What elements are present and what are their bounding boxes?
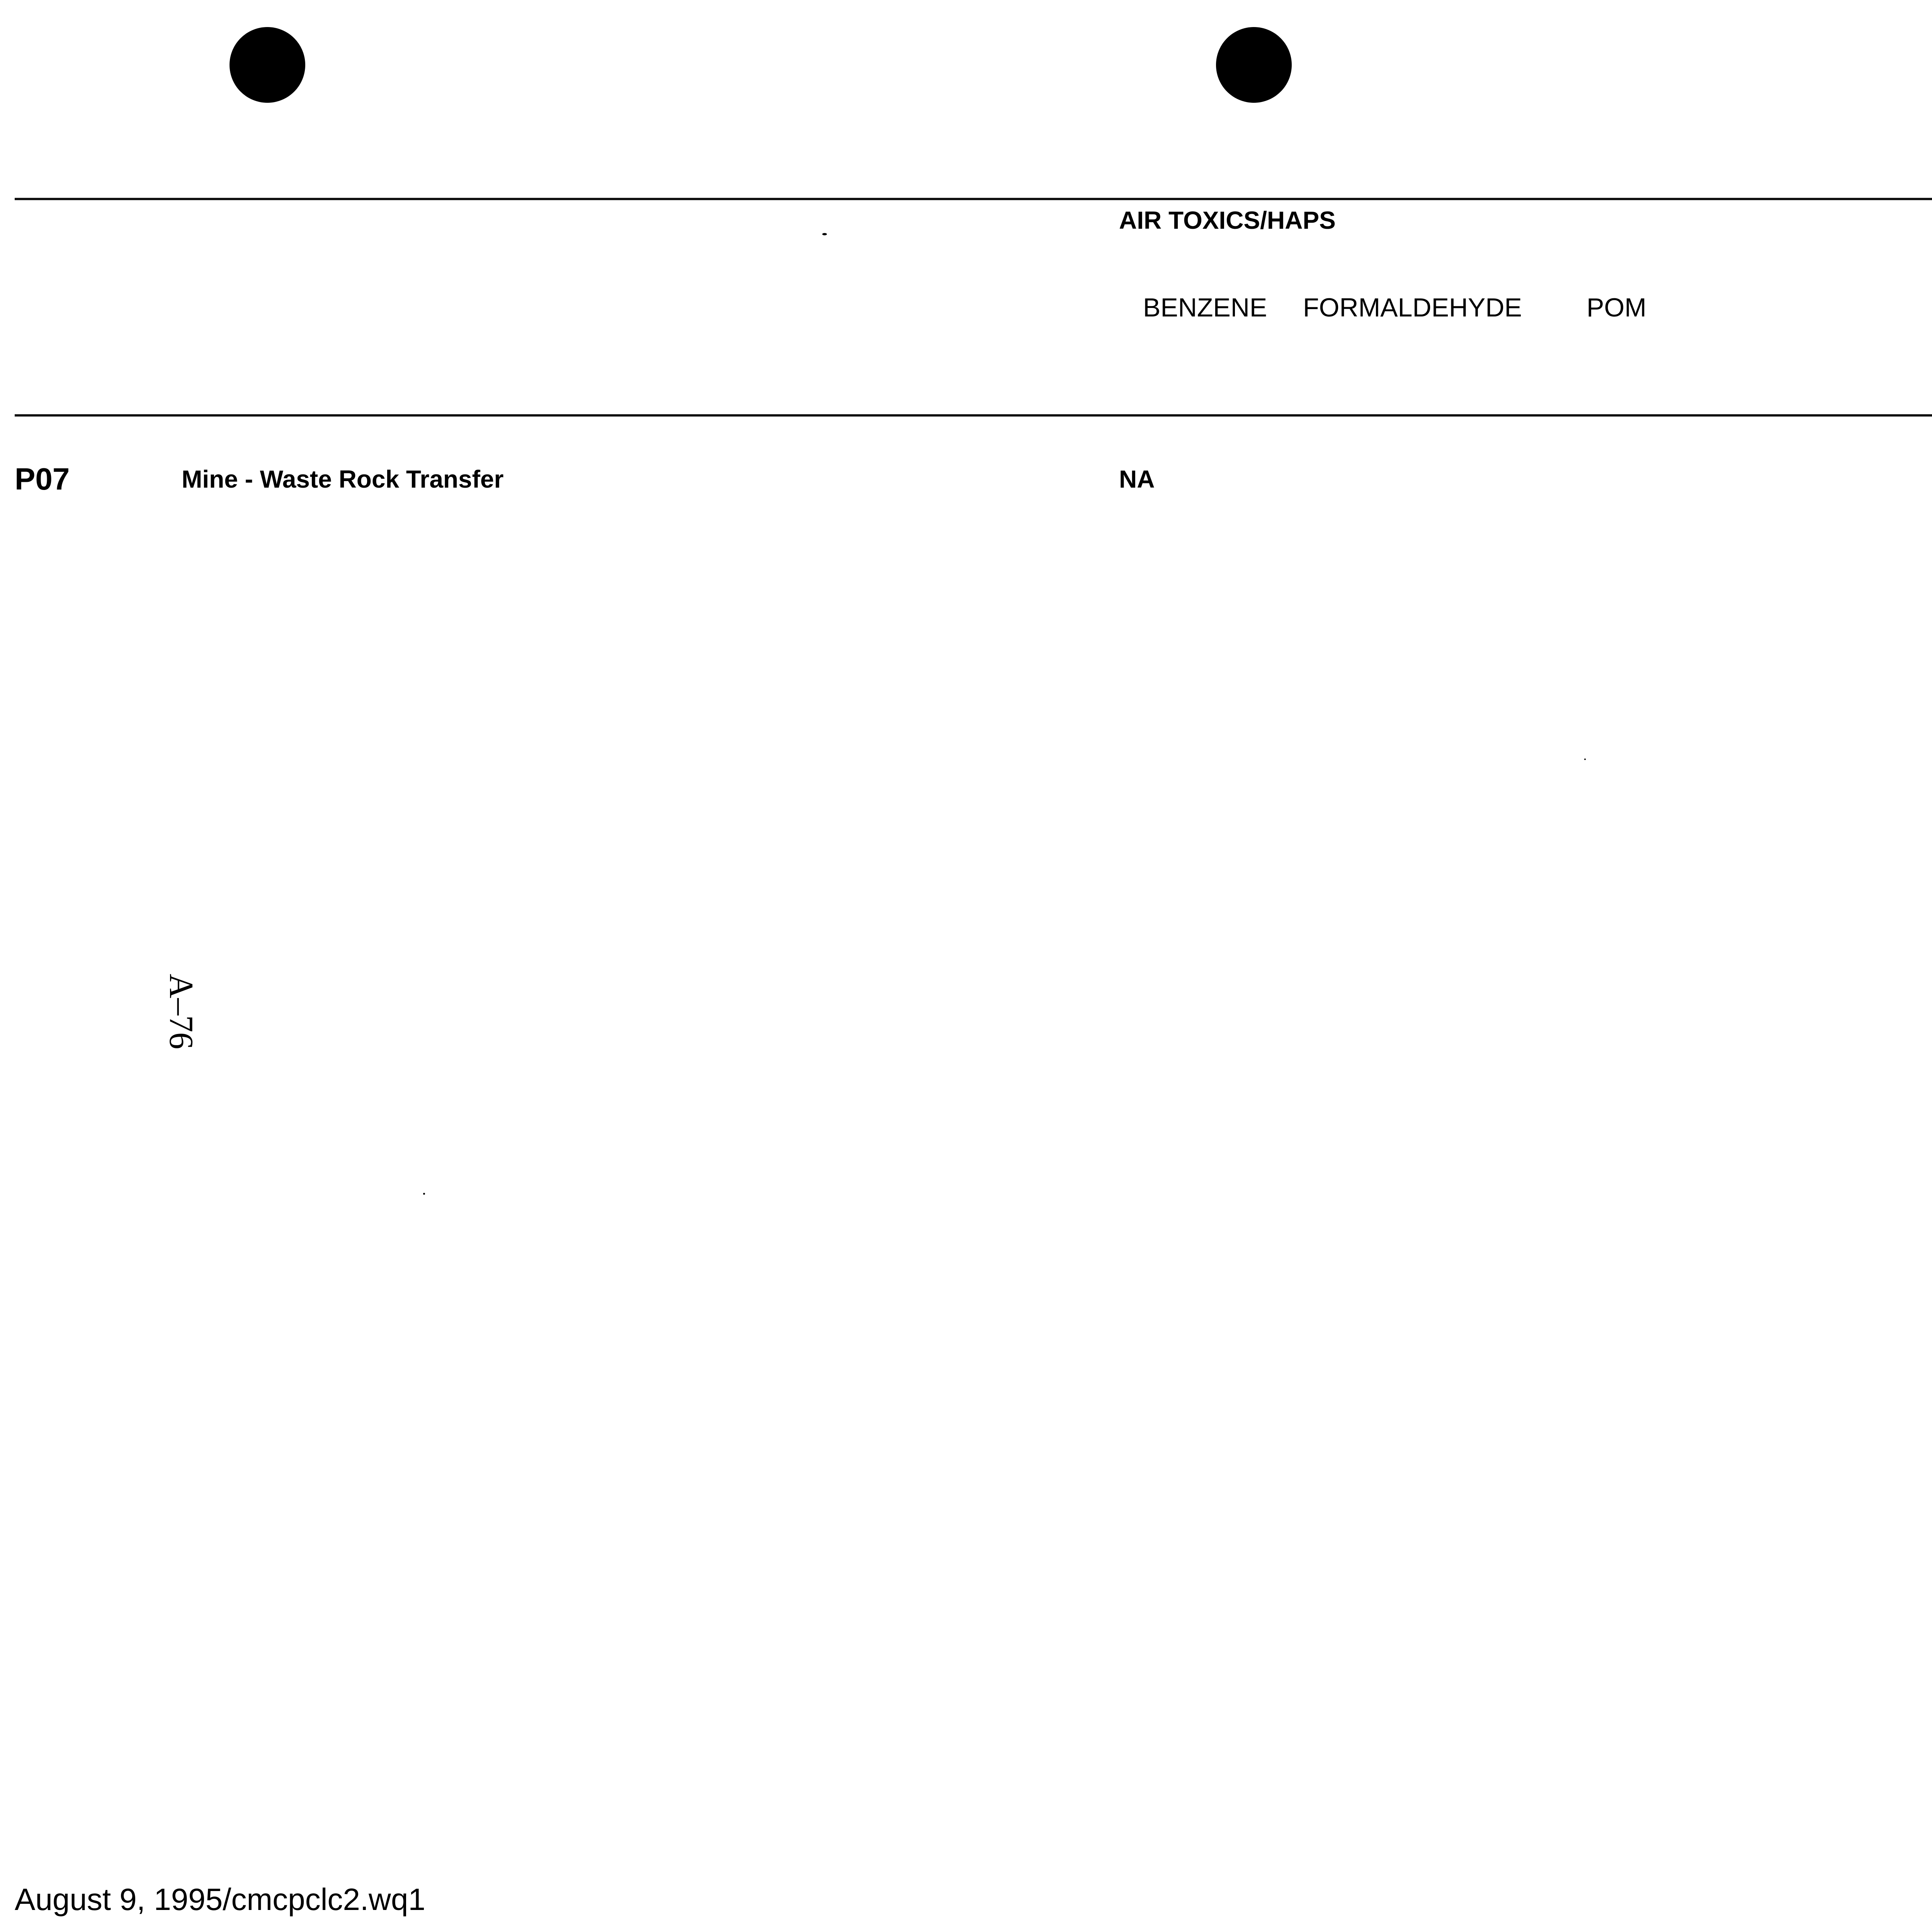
punch-hole-center [1216,27,1292,103]
column-header-formaldehyde: FORMALDEHYDE [1303,293,1522,322]
row-description: Mine - Waste Rock Transfer [182,465,504,493]
row-value: NA [1119,465,1155,493]
header-top-rule [15,198,1932,200]
scan-speck [423,1193,425,1195]
row-id: P07 [15,462,70,496]
punch-hole-left [230,27,305,103]
scan-speck [822,233,827,235]
column-header-benzene: BENZENE [1143,293,1267,322]
section-title: AIR TOXICS/HAPS [1119,206,1336,234]
column-header-pom: POM [1587,293,1646,322]
header-bottom-rule [15,414,1932,417]
scan-speck [1584,759,1586,760]
page-number: A–76 [162,974,200,1049]
footer-date-filename: August 9, 1995/cmcpclc2.wq1 [15,1882,425,1917]
